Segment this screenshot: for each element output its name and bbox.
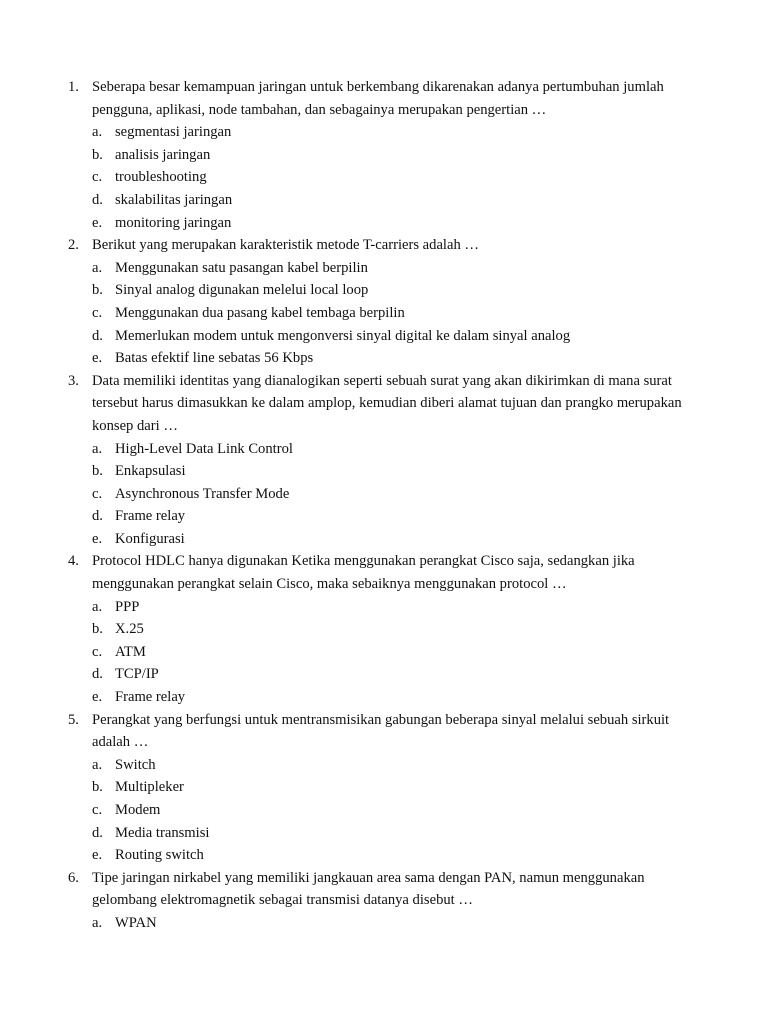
answer-option [0,663,768,686]
answer-option [0,189,768,212]
question-row [0,76,704,121]
option-letter: a. [92,124,103,141]
option-letter: a. [92,756,103,773]
answer-option [0,302,768,325]
option-letter: c. [92,643,103,660]
option-text: PPP [115,598,140,615]
option-text: High-Level Data Link Control [115,440,293,457]
option-text: Switch [115,756,156,773]
option-letter: c. [92,304,103,321]
option-letter: b. [92,779,103,796]
answer-option [0,618,768,641]
answer-option [0,279,768,302]
option-letter: d. [92,191,103,208]
option-text: Frame relay [115,508,186,525]
answer-option [0,212,768,235]
question-item [0,709,768,867]
option-text: Asynchronous Transfer Mode [115,485,290,502]
option-letter: e. [92,689,103,706]
option-letter: a. [92,259,103,276]
option-letter: d. [92,824,103,841]
answer-option [0,596,768,619]
question-number: 2. [68,237,79,254]
option-text: TCP/IP [115,666,159,683]
option-letter: b. [92,463,103,480]
question-item [0,76,768,234]
answer-option [0,844,768,867]
option-text: skalabilitas jaringan [115,191,233,208]
answer-option [0,505,768,528]
question-text: Seberapa besar kemampuan jaringan untuk berkembang dikarenakan adanya pertumbuhan jumlah pengguna, aplikasi, node tambahan, dan sebagainya merupakan pengertian … [92,79,664,118]
question-text: Tipe jaringan nirkabel yang memiliki jangkauan area sama dengan PAN, namun menggunakan gelombang elektromagnetik sebagai transmisi datanya disebut … [92,869,645,909]
answer-option [0,121,768,144]
option-text: X.25 [115,621,144,638]
answer-option [0,325,768,348]
option-text: Menggunakan dua pasang kabel tembaga berpilin [115,304,405,321]
option-letter: c. [92,802,103,818]
option-letter: a. [92,914,103,931]
answer-option [0,754,768,777]
option-letter: a. [92,598,103,615]
question-number: 5. [68,711,79,728]
answer-option [0,144,768,167]
option-letter: b. [92,282,103,299]
option-letter: b. [92,621,103,638]
option-letter: d. [92,327,103,344]
option-text: Enkapsulasi [115,463,186,480]
question-row [0,709,704,754]
question-item [0,867,768,935]
question-text: Protocol HDLC hanya digunakan Ketika menggunakan perangkat Cisco saja, sedangkan jika menggunakan perangkat selain Cisco, maka sebaiknya menggunakan protocol … [92,553,635,593]
question-row [0,550,704,595]
answer-option [0,686,768,709]
option-letter: e. [92,847,103,864]
option-text: Sinyal analog digunakan melelui local loop [115,282,369,299]
option-text: Konfigurasi [115,530,185,547]
option-text: Modem [115,802,161,818]
question-number: 6. [68,869,79,886]
option-text: segmentasi jaringan [115,124,232,141]
option-text: Routing switch [115,847,204,864]
option-text: Memerlukan modem untuk mengonversi sinyal digital ke dalam sinyal analog [115,327,571,344]
question-list [0,76,768,935]
answer-option [0,528,768,551]
question-item [0,550,768,708]
option-text: Frame relay [115,689,186,706]
option-text: WPAN [115,914,157,931]
question-item [0,234,768,370]
question-text: Berikut yang merupakan karakteristik metode T-carriers adalah … [92,237,479,254]
answer-option [0,460,768,483]
question-number: 4. [68,553,79,570]
option-letter: c. [92,169,103,186]
option-text: Menggunakan satu pasangan kabel berpilin [115,259,368,276]
option-letter: d. [92,508,103,525]
answer-option [0,438,768,461]
answer-option [0,166,768,189]
option-letter: b. [92,146,103,163]
question-row [0,234,704,257]
answer-option [0,257,768,280]
answer-option [0,483,768,506]
option-text: monitoring jaringan [115,214,232,231]
answer-option [0,822,768,845]
question-number: 3. [68,372,79,389]
option-text: analisis jaringan [115,146,211,163]
option-text: Batas efektif line sebatas 56 Kbps [115,350,314,367]
option-letter: e. [92,350,103,367]
answer-option [0,347,768,370]
answer-option [0,641,768,664]
option-text: ATM [115,643,146,660]
question-text: Perangkat yang berfungsi untuk mentransmisikan gabungan beberapa sinyal melalui sebuah sirkuit adalah … [92,711,670,751]
question-number: 1. [68,79,79,95]
option-letter: d. [92,666,103,683]
option-letter: a. [92,440,103,457]
option-text: Media transmisi [115,824,210,841]
question-row [0,867,704,912]
answer-option [0,912,768,935]
option-letter: e. [92,530,103,547]
option-letter: e. [92,214,103,231]
question-text: Data memiliki identitas yang dianalogikan seperti sebuah surat yang akan dikirimkan di mana surat tersebut harus dimasukkan ke dalam amplop, kemudian diberi alamat tujuan dan prangko merupakan konsep dari … [92,372,682,434]
answer-option [0,776,768,799]
option-letter: c. [92,485,103,502]
option-text: troubleshooting [115,169,207,186]
question-item [0,370,768,551]
question-row [0,370,704,438]
answer-option [0,799,768,822]
option-text: Multipleker [115,779,184,796]
